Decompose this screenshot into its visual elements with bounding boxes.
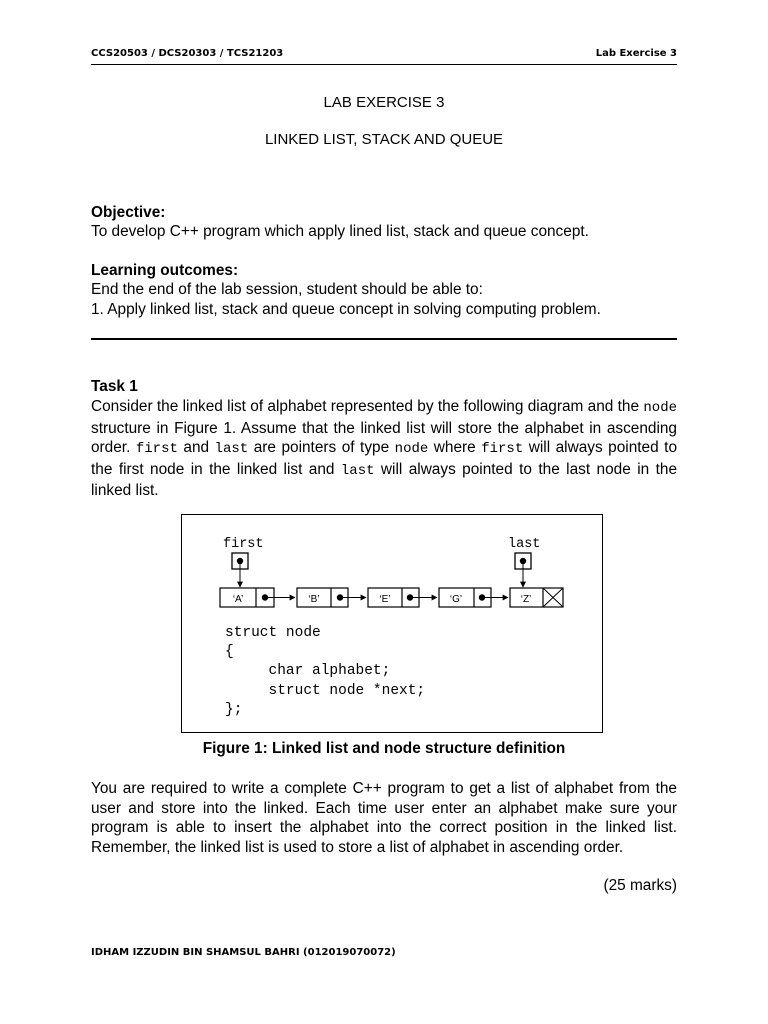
code-line-1: struct node [225, 625, 321, 641]
objective-heading: Objective: [91, 204, 166, 221]
learning-outcomes-intro: End the end of the lab session, student should be able to: [91, 281, 483, 298]
section-divider [91, 338, 677, 340]
page-title: LAB EXERCISE 3 [323, 94, 445, 111]
node-g [439, 588, 508, 607]
node-a-value: ‘A’ [232, 594, 244, 605]
node-b [297, 588, 366, 607]
learning-outcomes-heading: Learning outcomes: [91, 262, 239, 279]
task1-paragraph-2: You are required to write a complete C++ program to get a list of alphabet from the user and store into the linked. Each time user enter an alphabet make sure your program is able to insert the alphabet into the correct position in the linked list. Remember, the linked list is used to store a list of alphabet in ascending order. [91, 780, 677, 856]
code-line-4: struct node *next; [225, 682, 426, 699]
task1-p1-text-b: structure in Figure 1. Assume that the linked list will store the alphabet in ascending order. [91, 419, 677, 457]
code-node: node [643, 400, 677, 416]
code-line-3: char alphabet; [225, 663, 391, 680]
objective-text: To develop C++ program which apply lined list, stack and queue concept. [91, 223, 589, 240]
task1-p1-text-d: are pointers of type [248, 439, 395, 457]
code-line-5: }; [225, 701, 243, 718]
task1-p1-text-c: and [177, 439, 215, 457]
task1-paragraph-1 [91, 397, 677, 501]
task1-p1-text-f: will always pointed to the first node in the linked list and [91, 439, 678, 478]
header-lab-label: Lab Exercise 3 [595, 48, 677, 59]
code-first: first [135, 441, 178, 458]
task1-p1-text-e: where [428, 439, 482, 457]
node-e [368, 588, 437, 607]
code-last-2: last [340, 462, 375, 479]
first-pointer-label: first [223, 537, 264, 552]
node-b-value: ‘B’ [308, 594, 320, 605]
page-subtitle: LINKED LIST, STACK AND QUEUE [264, 131, 504, 148]
node-e-value: ‘E’ [379, 594, 391, 605]
task1-p1-text-g: will always pointed to the last node in the linked list. [91, 460, 678, 500]
task1-p1-text-a: Consider the linked list of alphabet represented by the following diagram and the [91, 398, 640, 415]
code-node-2: node [394, 441, 429, 458]
last-pointer-box [515, 553, 531, 587]
code-last: last [214, 441, 249, 458]
code-first-2: first [481, 441, 524, 458]
node-g-value: ‘G’ [449, 594, 463, 605]
node-z-value: ‘Z’ [520, 594, 532, 605]
first-pointer-box [232, 553, 248, 587]
node-z [510, 588, 563, 607]
header-divider [91, 64, 677, 65]
struct-node-code [225, 624, 425, 720]
learning-outcome-item: 1. Apply linked list, stack and queue concept in solving computing problem. [91, 301, 601, 318]
figure-caption: Figure 1: Linked list and node structure definition [202, 740, 566, 757]
task1-marks: (25 marks) [603, 877, 677, 894]
node-a [220, 588, 295, 607]
last-pointer-label: last [508, 537, 541, 552]
code-line-2: { [225, 644, 234, 661]
task1-heading: Task 1 [91, 378, 138, 395]
footer-author: IDHAM IZZUDIN BIN SHAMSUL BAHRI (012019070072) [91, 947, 396, 958]
header-course-codes: CCS20503 / DCS20303 / TCS21203 [91, 48, 284, 59]
